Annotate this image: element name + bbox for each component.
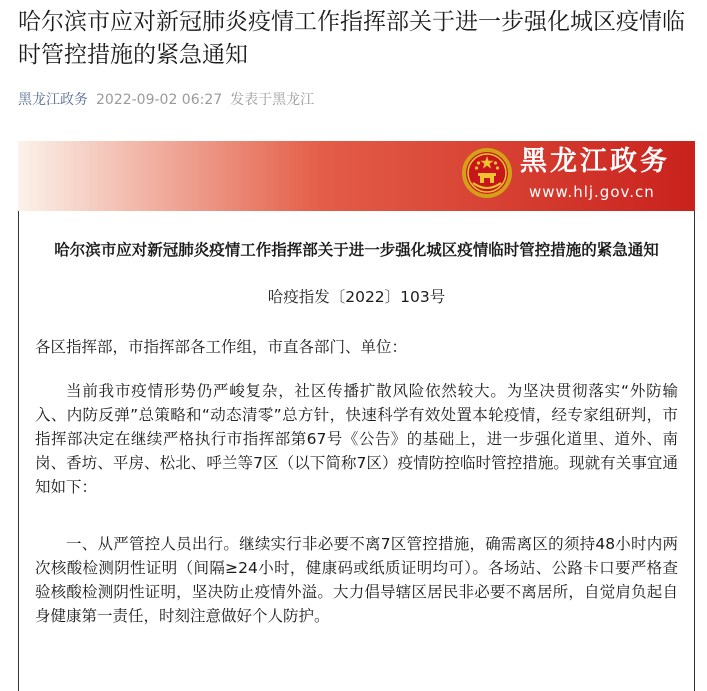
brand-url: www.hlj.gov.cn: [529, 183, 655, 201]
document-paragraph: 当前我市疫情形势仍严峻复杂，社区传播扩散风险依然较大。为坚决贯彻落实“外防输入、内防反弹”总策略和“动态清零”总方针，快速科学有效处置本轮疫情，经专家组研判，市指挥部决定在继续严格执行市指挥部第67号《公告》的基础上，进一步强化道里、道外、南岗、香坊、平房、松北、呼兰等7区（以下简称7区）疫情防控临时管控措施。现就有关事宜通知如下：: [35, 382, 678, 496]
notice-document: [18, 211, 695, 691]
national-emblem-icon: [461, 147, 513, 199]
document-number: 哈疫指发〔2022〕103号: [267, 288, 446, 306]
document-title: 哈尔滨市应对新冠肺炎疫情工作指挥部关于进一步强化城区疫情临时管控措施的紧急通知: [54, 241, 659, 259]
brand-name: 黑龙江政务: [520, 146, 670, 177]
document-paragraph: 一、从严管控人员出行。继续实行非必要不离7区管控措施，确需离区的须持48小时内两次核酸检测阴性证明（间隔≥24小时，健康码或纸质证明均可）。各场站、公路卡口要严格查验核酸检测阴性证明，坚决防止疫情外溢。大力倡导辖区居民非必要不离居所，自觉肩负起自身健康第一责任，时刻注意做好个人防护。: [35, 535, 678, 625]
header-banner: [18, 141, 695, 211]
article-title: 哈尔滨市应对新冠肺炎疫情工作指挥部关于进一步强化城区疫情临时管控措施的紧急通知: [18, 9, 685, 68]
document-salutation: 各区指挥部，市指挥部各工作组，市直各部门、单位：: [35, 338, 408, 356]
article-meta: [18, 90, 314, 110]
publish-datetime: 2022-09-02 06:27: [96, 92, 223, 108]
publish-location: 发表于黑龙江: [230, 92, 315, 108]
source-account-link[interactable]: 黑龙江政务: [18, 92, 88, 108]
